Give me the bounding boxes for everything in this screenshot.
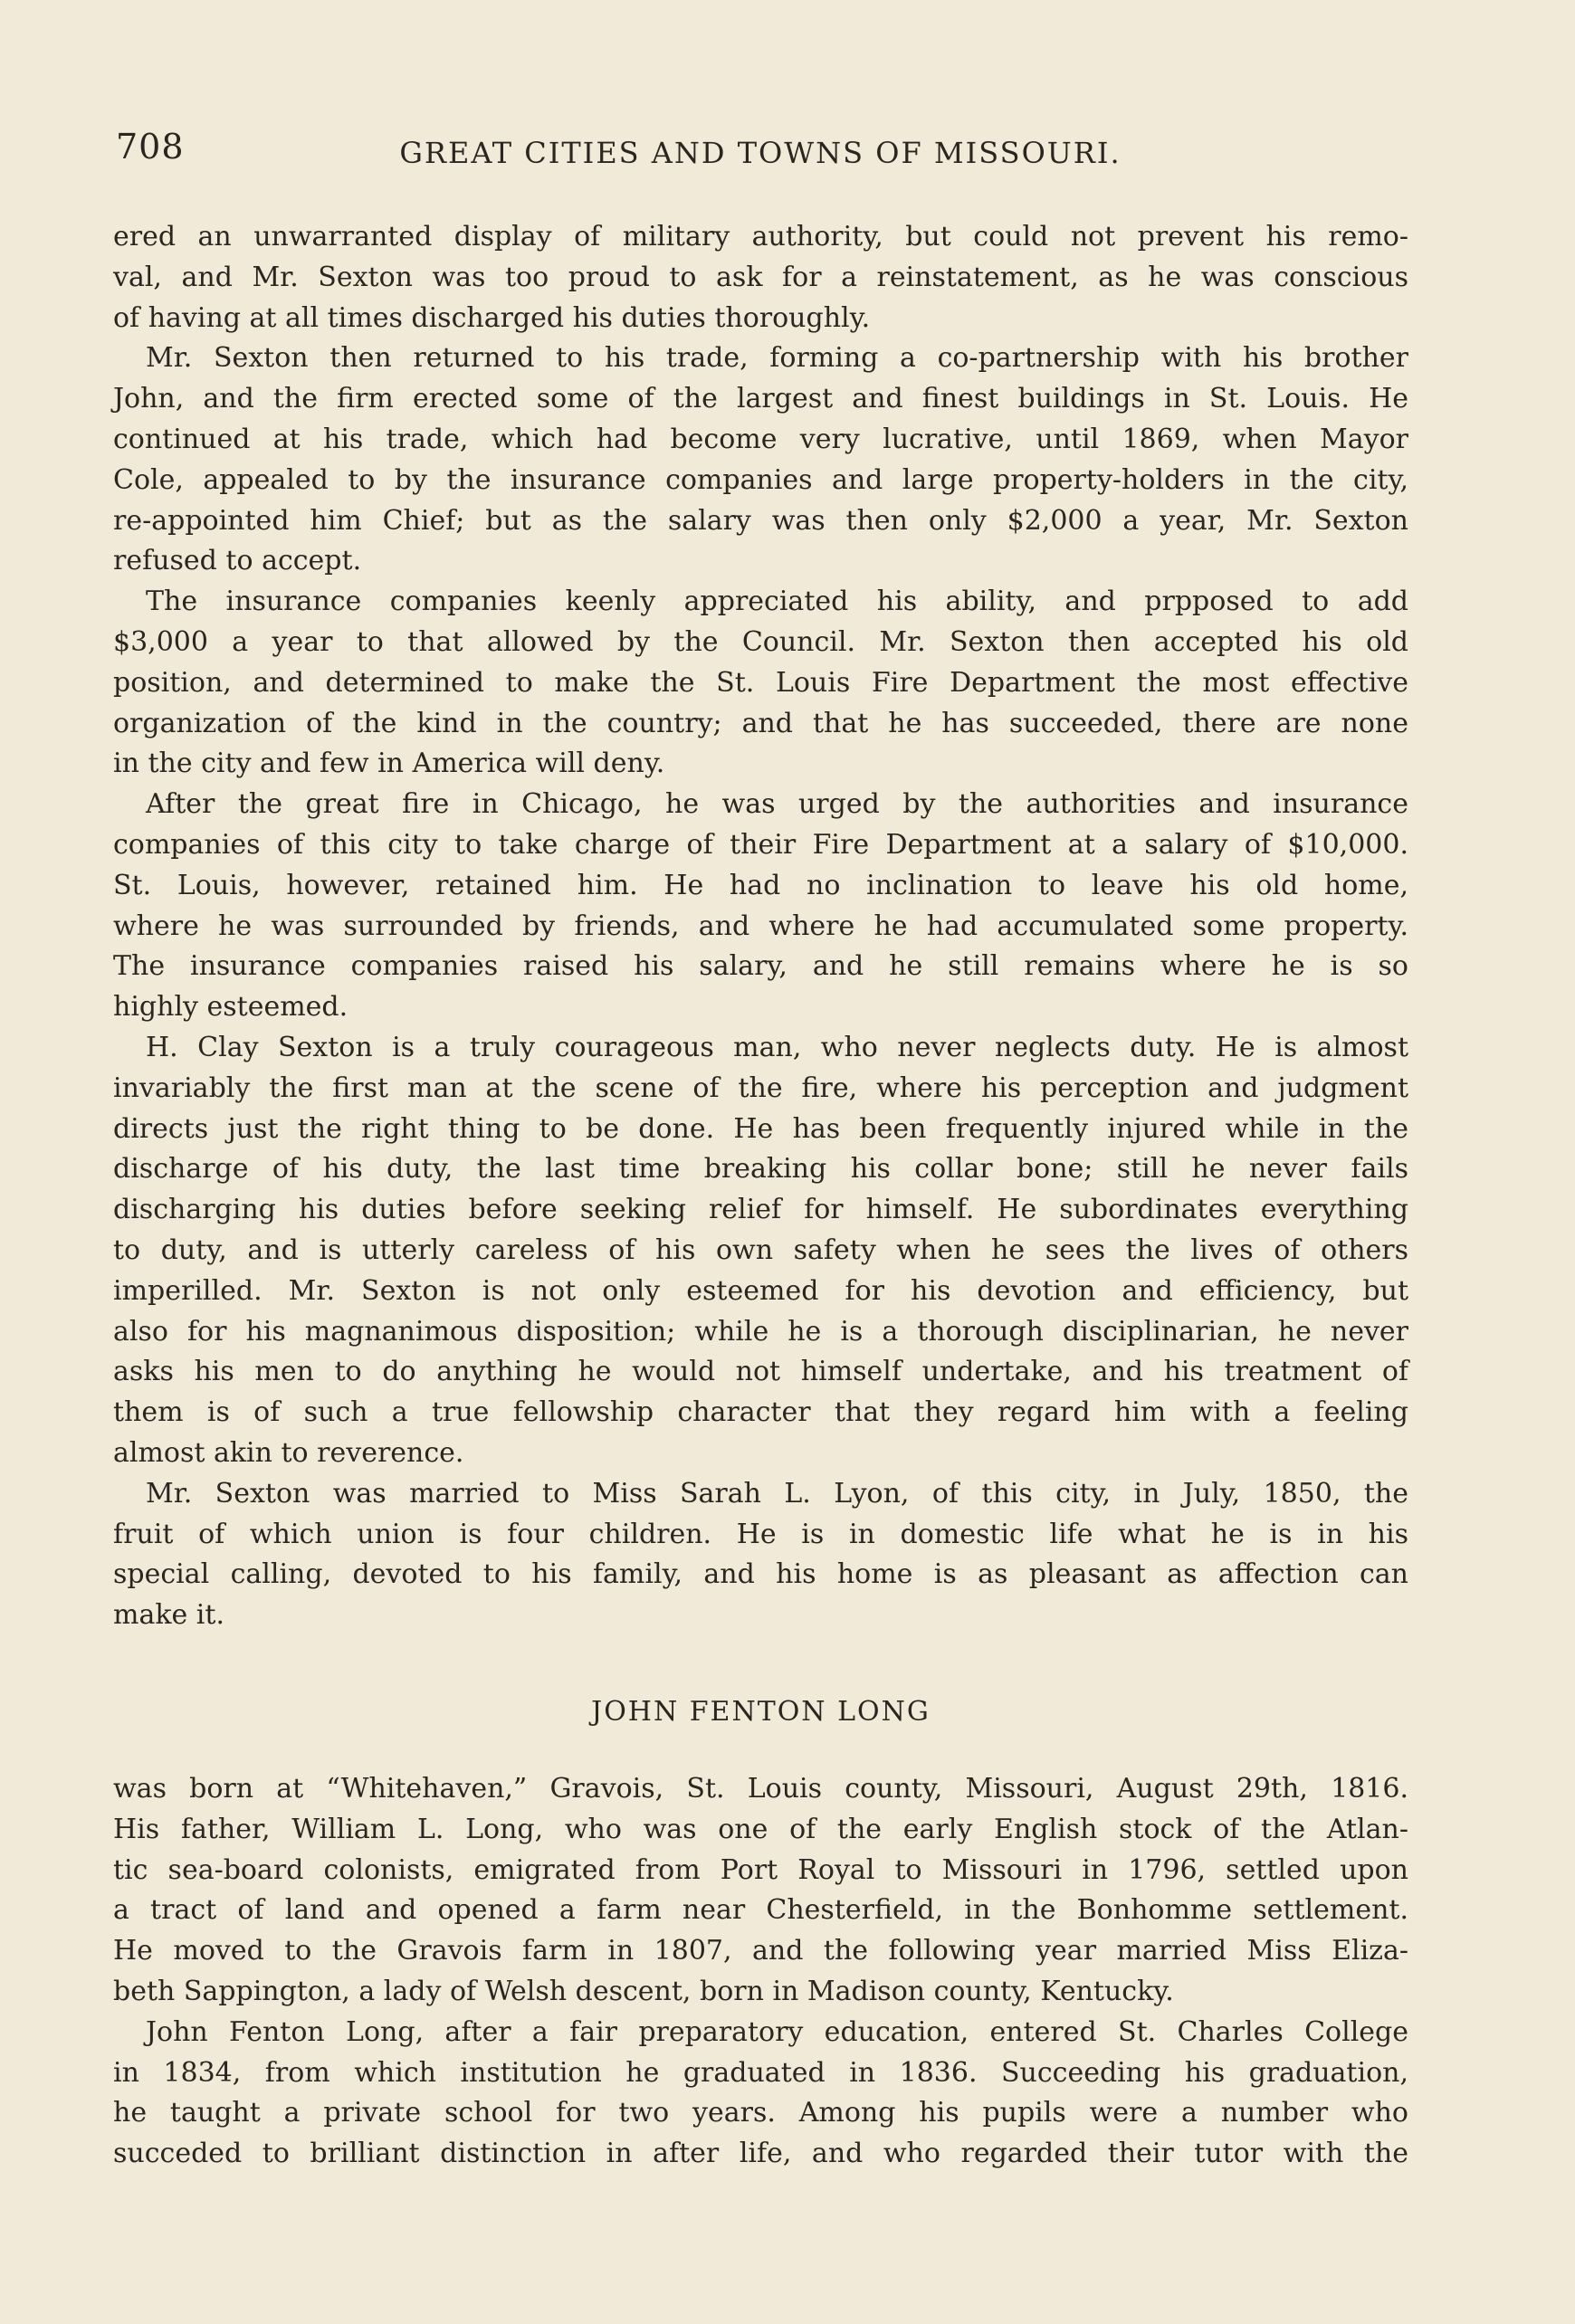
text-line: St. Louis, however, retained him. He had no inclination to leave his old home, [113, 869, 1408, 901]
text-line: he taught a private school for two years. Among his pupils were a number who [113, 2097, 1408, 2129]
text-line: make it. [113, 1599, 224, 1632]
text-line: imperilled. Mr. Sexton is not only esteemed for his devotion and efficiency, but [113, 1274, 1408, 1307]
text-line: After the great fire in Chicago, he was urged by the authorities and insurance [146, 788, 1408, 821]
paragraph [113, 785, 1408, 1028]
text-line: to duty, and is utterly careless of his own safety when he sees the lives of others [113, 1233, 1408, 1266]
running-title: GREAT CITIES AND TOWNS OF MISSOURI. [399, 136, 1122, 170]
text-line: them is of such a true fellowship character that they regard him with a feeling [113, 1396, 1408, 1429]
text-line: discharge of his duty, the last time breaking his collar bone; still he never fails [113, 1153, 1408, 1186]
text-line: a tract of land and opened a farm near Chesterfield, in the Bonhomme settlement. [113, 1894, 1408, 1927]
text-line: where he was surrounded by friends, and where he had accumulated some property. [113, 910, 1408, 942]
page-number: 708 [116, 127, 185, 167]
text-line: The insurance companies raised his salary, and he still remains where he is so [113, 950, 1408, 983]
text-line: discharging his duties before seeking relief for himself. He subordinates everything [113, 1194, 1408, 1226]
text-line: beth Sappington, a lady of Welsh descent, born in Madison county, Kentucky. [113, 1975, 1174, 2007]
text-line: The insurance companies keenly appreciated his ability, and prpposed to add [146, 586, 1408, 618]
text-line: Mr. Sexton then returned to his trade, forming a co-partnership with his brother [146, 342, 1408, 375]
text-line: directs just the right thing to be done. He has been frequently injured while in the [113, 1112, 1408, 1145]
section-heading: JOHN FENTON LONG [591, 1696, 931, 1728]
section-sexton-text [113, 217, 1408, 1636]
paragraph [113, 338, 1408, 582]
text-line: also for his magnanimous disposition; while he is a thorough disciplinarian, he never [113, 1315, 1408, 1348]
text-line: $3,000 a year to that allowed by the Council. Mr. Sexton then accepted his old [113, 625, 1408, 658]
text-line: of having at all times discharged his duties thoroughly. [113, 301, 871, 334]
text-line: H. Clay Sexton is a truly courageous man, who never neglects duty. He is almost [146, 1031, 1408, 1063]
paragraph [113, 2013, 1408, 2175]
text-line: highly esteemed. [113, 991, 348, 1024]
text-line: tic sea-board colonists, emigrated from Port Royal to Missouri in 1796, settled upon [113, 1853, 1408, 1886]
text-line: He moved to the Gravois farm in 1807, and the following year married Miss Eliza- [113, 1935, 1408, 1967]
text-line: John, and the firm erected some of the largest and finest buildings in St. Louis. He [113, 383, 1408, 415]
text-line: re-appointed him Chief; but as the salary was then only $2,000 a year, Mr. Sexton [113, 504, 1408, 537]
text-line: ered an unwarranted display of military authority, but could not prevent his remo- [113, 221, 1408, 252]
text-line: val, and Mr. Sexton was too proud to ask for a reinstatement, as he was conscious [113, 261, 1408, 293]
text-line: fruit of which union is four children. He is in domestic life what he is in his [113, 1518, 1408, 1550]
section-long-text [113, 1769, 1408, 2175]
paragraph [113, 1474, 1408, 1636]
paragraph [113, 1769, 1408, 2013]
text-line: Mr. Sexton was married to Miss Sarah L. Lyon, of this city, in July, 1850, the [146, 1477, 1408, 1510]
paragraph [113, 1028, 1408, 1474]
text-line: organization of the kind in the country; and that he has succeeded, there are none [113, 707, 1408, 739]
text-line: in the city and few in America will deny. [113, 748, 665, 780]
text-line: in 1834, from which institution he graduated in 1836. Succeeding his graduation, [113, 2056, 1408, 2089]
text-line: companies of this city to take charge of their Fire Department at a salary of $10,000. [113, 828, 1408, 861]
text-line: John Fenton Long, after a fair preparatory education, entered St. Charles College [146, 2015, 1408, 2048]
paragraph [113, 582, 1408, 785]
text-line: succeded to brilliant distinction in after life, and who regarded their tutor with the [113, 2138, 1408, 2170]
text-line: almost akin to reverence. [113, 1436, 464, 1469]
paragraph [113, 217, 1408, 338]
text-line: asks his men to do anything he would not himself undertake, and his treatment of [113, 1356, 1408, 1388]
text-line: His father, William L. Long, who was one of the early English stock of the Atlan- [113, 1813, 1408, 1845]
text-line: Cole, appealed to by the insurance companies and large property-holders in the city, [113, 463, 1408, 496]
text-line: position, and determined to make the St. Louis Fire Department the most effective [113, 666, 1408, 699]
text-line: continued at his trade, which had become very lucrative, until 1869, when Mayor [113, 423, 1408, 455]
text-line: refused to accept. [113, 545, 362, 577]
text-line: special calling, devoted to his family, and his home is as pleasant as affection can [113, 1558, 1408, 1591]
text-line: was born at “Whitehaven,” Gravois, St. Louis county, Missouri, August 29th, 1816. [113, 1773, 1408, 1805]
text-line: invariably the first man at the scene of the fire, where his perception and judgment [113, 1072, 1408, 1104]
